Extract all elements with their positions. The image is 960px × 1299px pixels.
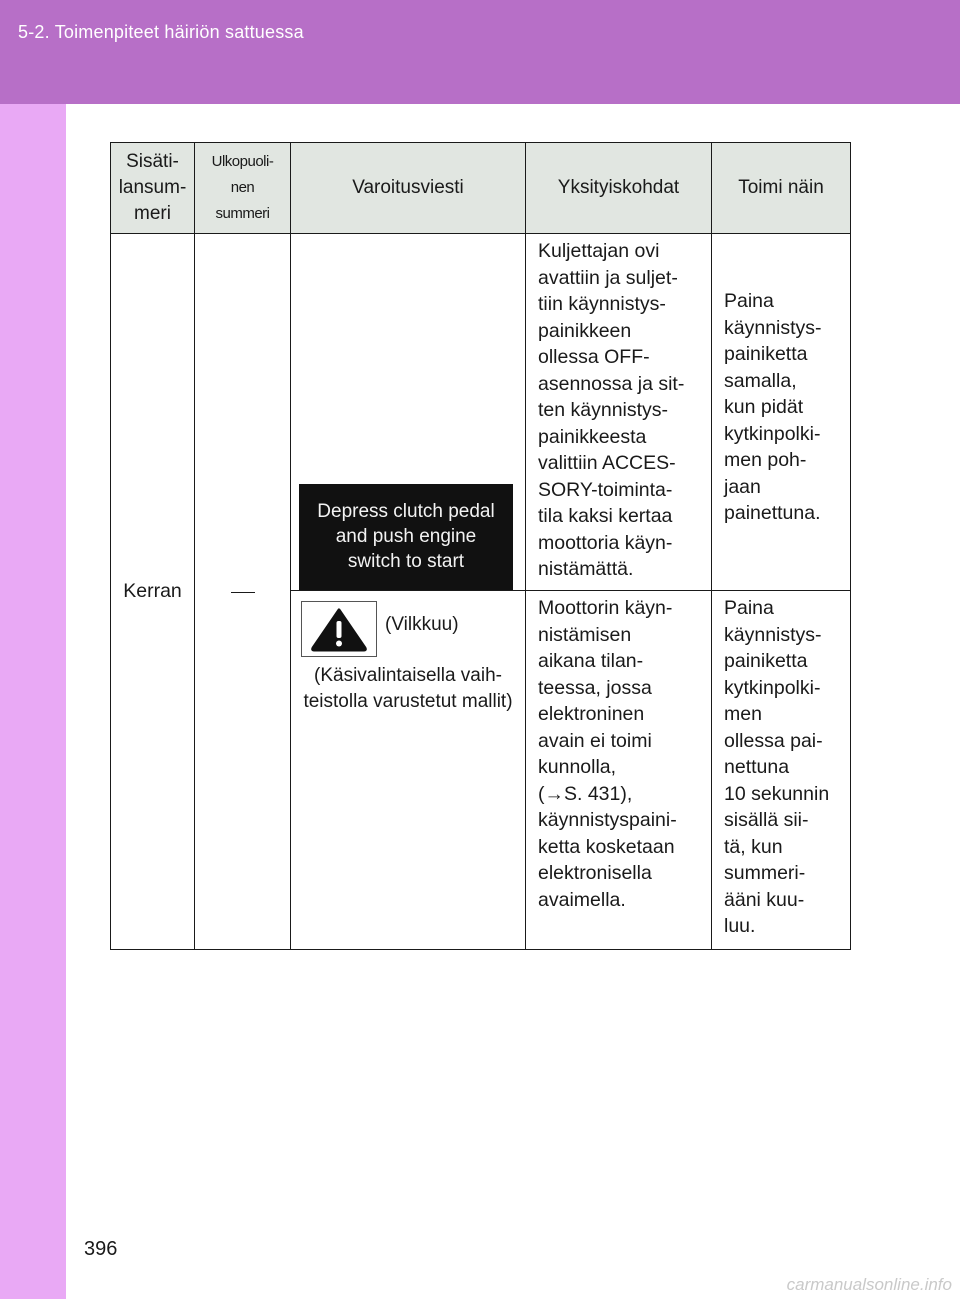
message-cell-top — [291, 234, 526, 591]
header-details: Yksityiskohdat — [526, 143, 712, 234]
message-cell-bottom — [291, 591, 526, 950]
details-cell-2: Moottorin käyn- nistämisen aikana tilan- teessa, jossa elektroninen avain ei toimi kunnolla, (→S. 431), käynnistyspaini- ketta kosketaan elektronisella avaimella. — [526, 591, 712, 950]
warning-indicator-row — [301, 601, 459, 657]
watermark: carmanualsonline.info — [786, 1275, 952, 1294]
action-cell-1: Paina käynnistys- painiketta samalla, kun pidät kytkinpolki- men poh- jaan painettuna. — [712, 234, 851, 591]
warning-table-wrap — [110, 142, 851, 950]
section-title: 5-2. Toimenpiteet häiriön sattuessa — [18, 22, 304, 42]
table-header-row — [111, 143, 851, 234]
table-row — [111, 234, 851, 591]
header-band — [0, 0, 960, 104]
none-dash — [231, 592, 255, 593]
action-cell-2: Paina käynnistys- painiketta kytkinpolki- men ollessa pai- nettuna 10 sekunnin sisällä sii- tä, kun summeri- ääni kuu- luu. — [712, 591, 851, 950]
exterior-buzzer-cell — [195, 234, 291, 950]
details-cell-1: Kuljettajan ovi avattiin ja suljet- tiin käynnistys- painikkeen ollessa OFF- asennossa ja sit- ten käynnistys- painikkeesta valittiin ACCES- SORY-toiminta- tila kaksi kertaa moottoria käyn- nistämättä. — [526, 234, 712, 591]
header-warning-message: Varoitusviesti — [291, 143, 526, 234]
header-interior-buzzer: Sisäti- lansum- meri — [111, 143, 195, 234]
manual-transmission-note: (Käsivalintaisella vaih- teistolla varustetut mallit) — [303, 665, 513, 712]
message-bottom-area — [291, 591, 525, 949]
blink-label: (Vilkkuu) — [385, 613, 459, 635]
warning-table — [110, 142, 851, 950]
interior-buzzer-cell: Kerran — [111, 234, 195, 950]
display-message: Depress clutch pedal and push engine switch to start — [299, 484, 513, 590]
header-exterior-buzzer: Ulkopuoli- nen summeri — [195, 143, 291, 234]
message-top-area — [291, 234, 525, 590]
side-band — [0, 104, 66, 1299]
page-number: 396 — [84, 1238, 118, 1260]
header-action: Toimi näin — [712, 143, 851, 234]
warning-triangle-icon — [301, 601, 377, 657]
